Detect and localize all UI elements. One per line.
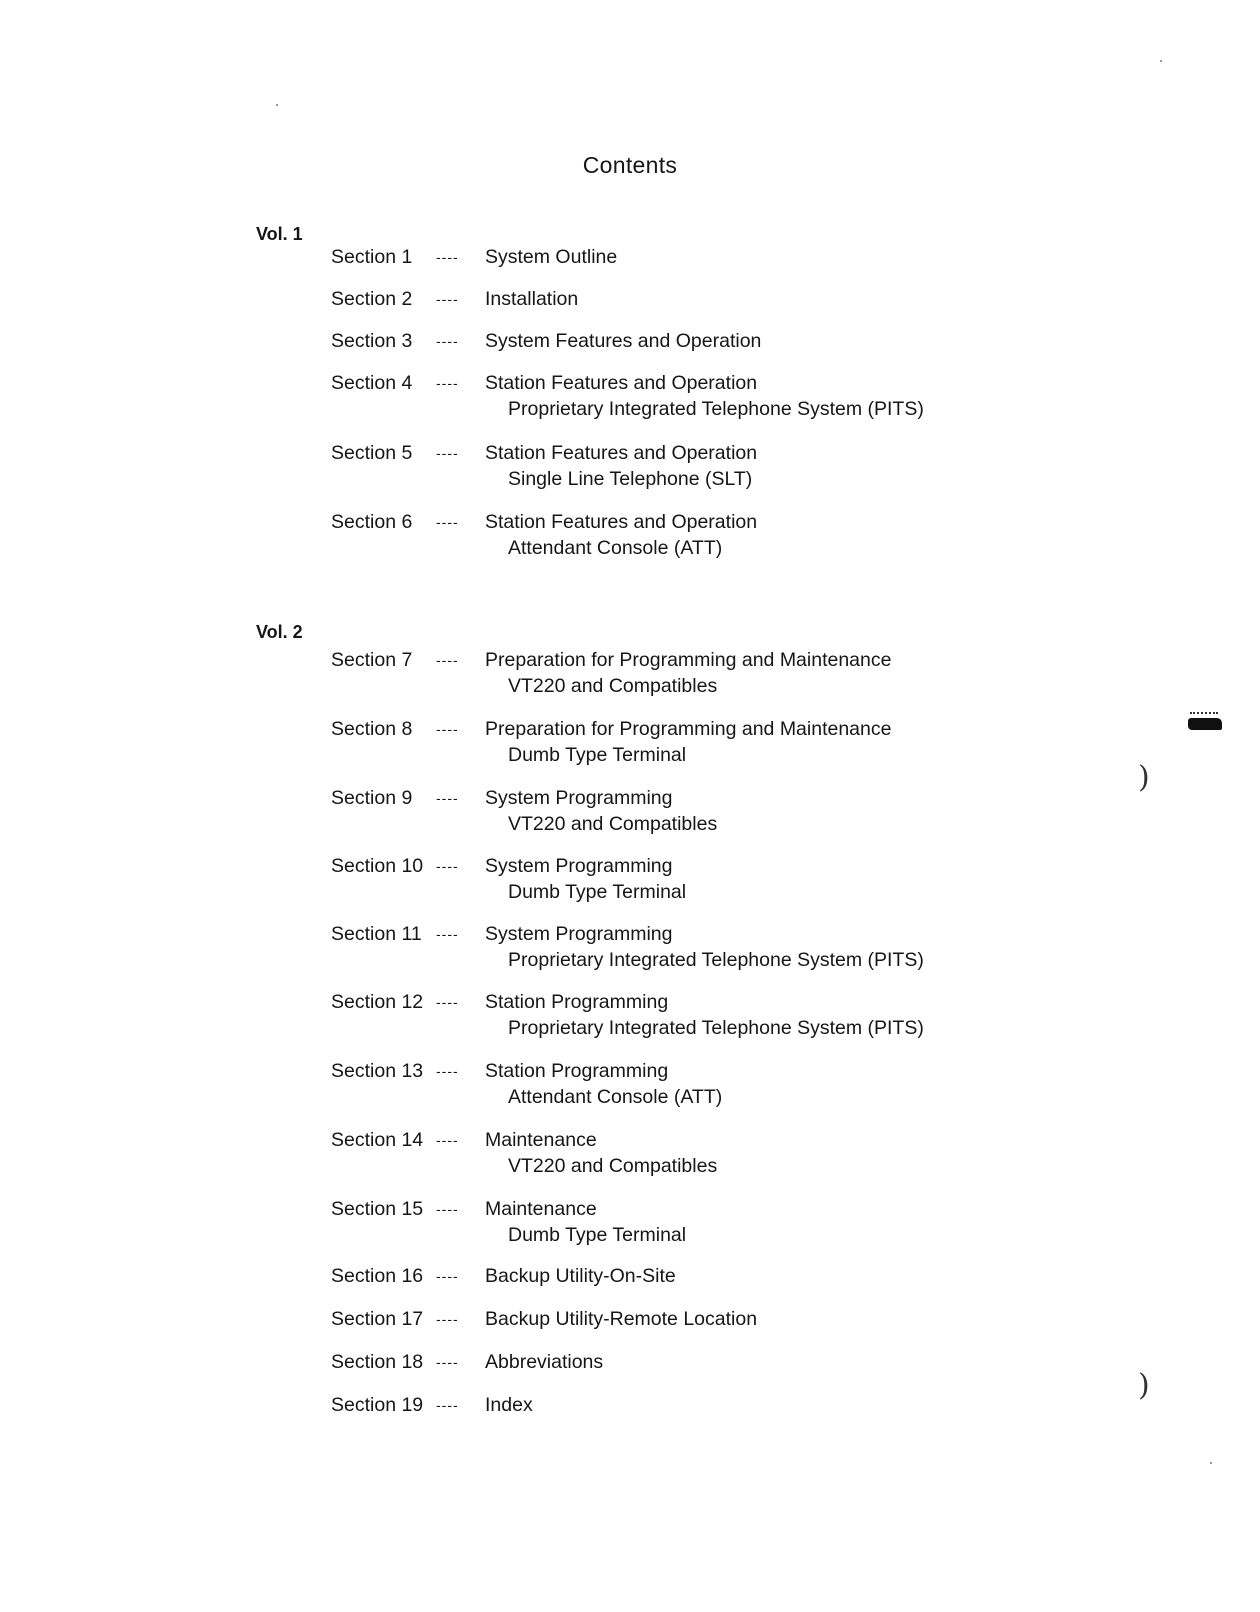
section-number: Section 9 [331, 787, 413, 809]
section-title: System Programming [485, 923, 673, 945]
section-number: Section 2 [331, 288, 413, 310]
leader-dashes: ---- [436, 1132, 459, 1148]
leader-dashes: ---- [436, 445, 459, 461]
section-title: System Outline [485, 246, 618, 268]
section-number: Section 15 [331, 1198, 424, 1220]
section-title: System Programming [485, 855, 673, 877]
scan-speck [1160, 60, 1162, 62]
section-number: Section 18 [331, 1351, 424, 1373]
leader-dashes: ---- [436, 1311, 459, 1327]
section-subtitle: Single Line Telephone (SLT) [508, 468, 753, 490]
scan-speck [1210, 1462, 1212, 1464]
section-title: Station Features and Operation [485, 442, 758, 464]
section-title: Installation [485, 288, 579, 310]
leader-dashes: ---- [436, 514, 459, 530]
section-title: Abbreviations [485, 1351, 604, 1373]
section-subtitle: Attendant Console (ATT) [508, 537, 723, 559]
leader-dashes: ---- [436, 652, 459, 668]
section-title: Backup Utility-Remote Location [485, 1308, 758, 1330]
section-title: Preparation for Programming and Maintenance [485, 649, 892, 671]
leader-dashes: ---- [436, 858, 459, 874]
section-number: Section 5 [331, 442, 413, 464]
binding-mark-upper: ) [1138, 760, 1150, 795]
section-title: Station Programming [485, 991, 669, 1013]
page-title: Contents [582, 152, 678, 178]
section-title: Index [485, 1394, 533, 1416]
section-number: Section 6 [331, 511, 413, 533]
section-subtitle: Dumb Type Terminal [508, 1224, 687, 1246]
section-subtitle: Proprietary Integrated Telephone System (PITS) [508, 949, 924, 971]
leader-dashes: ---- [436, 249, 459, 265]
section-title: Station Features and Operation [485, 372, 758, 394]
ink-smudge [1188, 718, 1222, 730]
section-title: System Programming [485, 787, 673, 809]
section-number: Section 1 [331, 246, 413, 268]
section-title: Station Programming [485, 1060, 669, 1082]
section-title: System Features and Operation [485, 330, 762, 352]
leader-dashes: ---- [436, 1354, 459, 1370]
section-number: Section 8 [331, 718, 413, 740]
section-subtitle: VT220 and Compatibles [508, 813, 718, 835]
leader-dashes: ---- [436, 375, 459, 391]
section-title: Maintenance [485, 1129, 597, 1151]
section-subtitle: Attendant Console (ATT) [508, 1086, 723, 1108]
leader-dashes: ---- [436, 291, 459, 307]
leader-dashes: ---- [436, 994, 459, 1010]
binding-mark-lower: ) [1138, 1368, 1150, 1403]
leader-dashes: ---- [436, 1201, 459, 1217]
leader-dashes: ---- [436, 1397, 459, 1413]
scan-speck [276, 104, 278, 106]
section-number: Section 13 [331, 1060, 424, 1082]
volume-label: Vol. 2 [256, 622, 303, 642]
volume-label: Vol. 1 [256, 224, 303, 244]
section-number: Section 16 [331, 1265, 424, 1287]
section-title: Backup Utility-On-Site [485, 1265, 676, 1287]
leader-dashes: ---- [436, 790, 459, 806]
section-number: Section 19 [331, 1394, 424, 1416]
section-subtitle: Proprietary Integrated Telephone System (PITS) [508, 1017, 924, 1039]
leader-dashes: ---- [436, 721, 459, 737]
section-number: Section 4 [331, 372, 413, 394]
section-number: Section 14 [331, 1129, 424, 1151]
leader-dashes: ---- [436, 1063, 459, 1079]
section-title: Preparation for Programming and Maintenance [485, 718, 892, 740]
leader-dashes: ---- [436, 333, 459, 349]
section-number: Section 17 [331, 1308, 424, 1330]
section-title: Maintenance [485, 1198, 597, 1220]
leader-dashes: ---- [436, 926, 459, 942]
section-subtitle: Proprietary Integrated Telephone System (PITS) [508, 398, 924, 420]
section-subtitle: VT220 and Compatibles [508, 1155, 718, 1177]
section-title: Station Features and Operation [485, 511, 758, 533]
leader-dashes: ---- [436, 1268, 459, 1284]
section-subtitle: Dumb Type Terminal [508, 881, 687, 903]
section-number: Section 7 [331, 649, 413, 671]
section-number: Section 3 [331, 330, 413, 352]
section-number: Section 11 [331, 923, 422, 945]
section-number: Section 12 [331, 991, 424, 1013]
section-subtitle: VT220 and Compatibles [508, 675, 718, 697]
section-number: Section 10 [331, 855, 424, 877]
section-subtitle: Dumb Type Terminal [508, 744, 687, 766]
